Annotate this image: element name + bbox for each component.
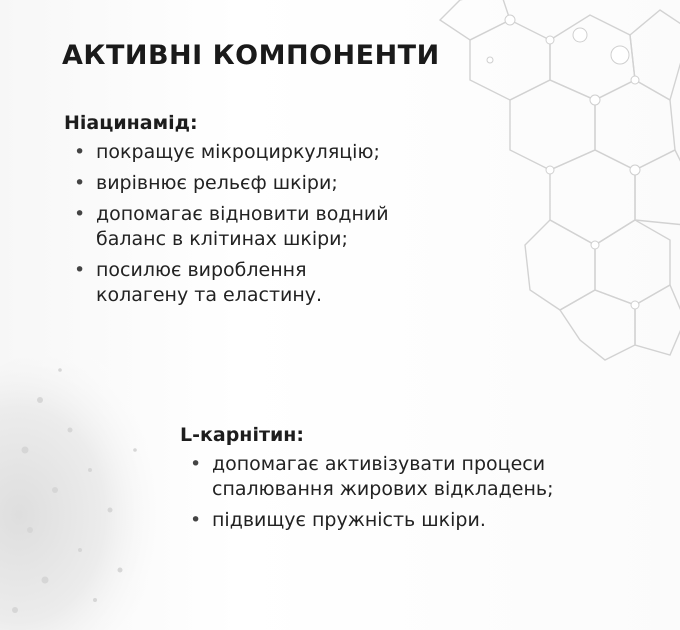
- list-item-text: вирівнює рельєф шкіри;: [96, 172, 338, 194]
- bubbles-illustration-icon: [430, 0, 680, 420]
- list-item-text: спалювання жирових відкладень;: [212, 478, 554, 500]
- list-item-text: баланс в клітинах шкіри;: [96, 228, 348, 250]
- carnitine-heading: L-карнітин:: [180, 424, 305, 446]
- carnitine-benefits-list: [180, 452, 554, 533]
- powder-illustration-icon: [0, 340, 170, 630]
- bullet-icon: •: [74, 259, 86, 281]
- list-item-text: колагену та еластину.: [96, 284, 323, 306]
- list-item-text: підвищує пружність шкіри.: [212, 509, 486, 531]
- list-item: [180, 508, 554, 533]
- niacinamide-heading: Ніацинамід:: [64, 112, 198, 134]
- list-item: [64, 140, 389, 165]
- list-item: [64, 258, 389, 308]
- list-item: [180, 452, 554, 502]
- carnitine-section: [180, 424, 554, 539]
- list-item-text: покращує мікроциркуляцію;: [96, 141, 380, 163]
- bullet-icon: •: [74, 141, 86, 163]
- list-item-text: посилює вироблення: [96, 259, 307, 281]
- bullet-icon: •: [190, 453, 202, 475]
- bullet-icon: •: [190, 509, 202, 531]
- bullet-icon: •: [74, 203, 86, 225]
- bullet-icon: •: [74, 172, 86, 194]
- list-item: [64, 202, 389, 252]
- niacinamide-section: [64, 112, 389, 314]
- page-title: АКТИВНІ КОМПОНЕНТИ: [62, 40, 440, 71]
- list-item-text: допомагає відновити водний: [96, 203, 389, 225]
- list-item-text: допомагає активізувати процеси: [212, 453, 546, 475]
- list-item: [64, 171, 389, 196]
- niacinamide-benefits-list: [64, 140, 389, 308]
